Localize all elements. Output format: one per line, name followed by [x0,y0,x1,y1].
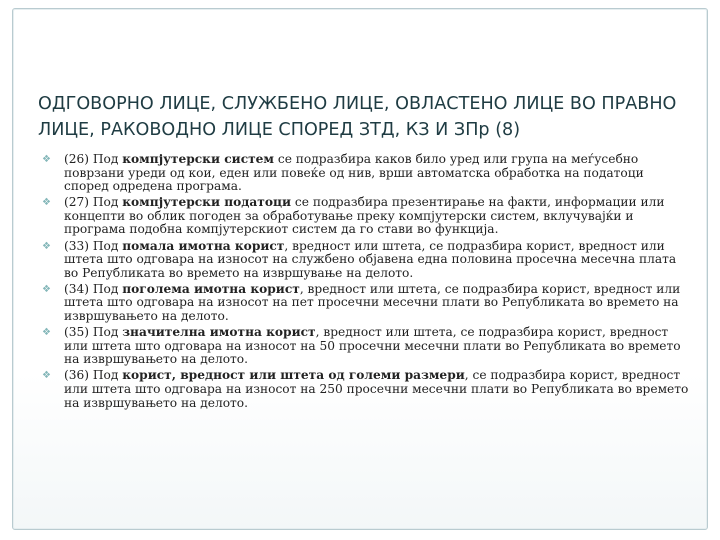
leaf-bullet-icon: ❖ [42,370,51,382]
list-item [40,196,692,237]
item-term: компјутерски систем [122,152,275,166]
item-text-pre: (34) Под [64,281,123,296]
item-term: компјутерски податоци [122,195,292,210]
item-term: помала имотна корист [122,238,285,253]
item-text-post: се подразбира презентирање на факти, информации или концепти во облик погоден за обработување преку компјутерски систем, вклучувајќи и програма подобна компјутерскиот систем да го стави во функција. [64,195,665,237]
item-text-post: , вредност или штета, се подразбира корист, вредност или штета што одговара на износот на службено објавена една половина просечна месечна плата во Републиката во времето на извршување на делото. [64,238,677,280]
item-text-pre: (26) Под [64,152,123,166]
item-text-post: , вредност или штета, се подразбира корист, вредност или штета што одговара на износот на пет просечни месечни плати во Републиката во времето на извршувањето на делото. [64,281,681,324]
leaf-bullet-icon: ❖ [42,327,51,339]
item-text-post: , вредност или штета, се подразбира корист, вредност или штета што одговара на износот на 50 просечни месечни плати во Републиката во времето на извршувањето на делото. [64,325,681,367]
item-text-pre: (35) Под [64,325,123,340]
leaf-bullet-icon: ❖ [42,154,51,165]
item-term: поголема имотна корист [122,281,300,296]
slide-title: ОДГОВОРНО ЛИЦЕ, СЛУЖБЕНО ЛИЦЕ, ОВЛАСТЕНО ЛИЦЕ ВО ПРАВНО ЛИЦЕ, РАКОВОДНО ЛИЦЕ СПОРЕД ЗТД, КЗ И ЗПр (8) [38,94,677,140]
item-text-pre: (27) Под [64,195,123,210]
item-text-pre: (33) Под [64,238,123,253]
list-item [40,283,692,324]
list-item [40,240,692,281]
bullet-list [40,153,692,413]
item-term: корист, вредност или штета од големи размери [122,368,465,383]
leaf-bullet-icon: ❖ [42,283,51,295]
leaf-bullet-icon: ❖ [42,197,51,209]
item-text-post: , се подразбира корист, вредност или штета што одговара на износот на 250 просечни месечни плати во Републиката во времето на извршувањето на делото. [64,368,689,410]
list-item [40,369,692,410]
list-item [40,326,692,367]
leaf-bullet-icon: ❖ [42,240,51,252]
item-text-pre: (36) Под [64,368,123,383]
item-text-post: се подразбира каков било уред или група на меѓусебно поврзани уреди од кои, еден или повеќе од нив, врши автоматска обработка на податоци според одредена програма. [64,152,644,194]
item-term: значителна имотна корист [122,325,316,340]
list-item [40,153,692,194]
